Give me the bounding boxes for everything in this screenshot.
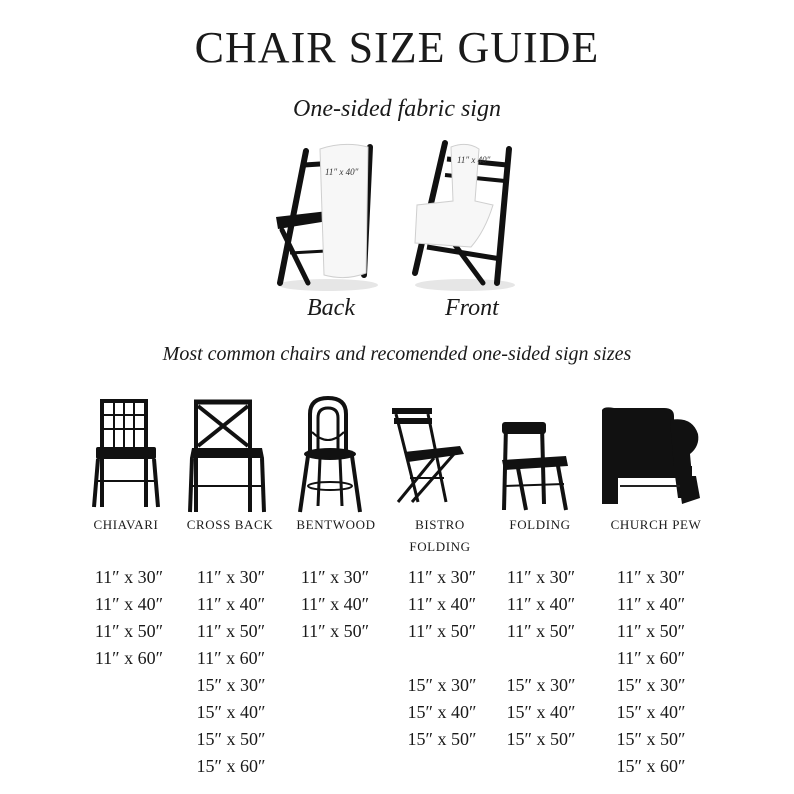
size-item: 11″ x 60″ — [616, 648, 686, 668]
size-item: 11″ x 60″ — [196, 648, 266, 668]
chair-name-church-pew: CHURCH PEW — [610, 517, 702, 532]
size-item: 15″ x 30″ — [506, 675, 576, 695]
hero-chair-back-image — [268, 135, 388, 295]
chair-name-bentwood: BENTWOOD — [296, 517, 376, 532]
size-item: 15″ x 30″ — [616, 675, 686, 695]
bentwood-chair-icon — [296, 396, 364, 514]
size-item: 15″ x 60″ — [196, 756, 266, 776]
sizes-church-pew — [596, 564, 706, 780]
chair-name-chiavari: CHIAVARI — [93, 517, 159, 532]
cross-back-chair-icon — [186, 396, 268, 514]
size-item: 11″ x 40″ — [407, 594, 477, 614]
size-item: 15″ x 30″ — [196, 675, 266, 695]
size-gap — [387, 645, 497, 672]
hero-back-sign-size: 11″ x 40″ — [325, 167, 359, 177]
size-item: 11″ x 30″ — [616, 567, 686, 587]
size-item: 11″ x 60″ — [94, 648, 164, 668]
size-item: 15″ x 30″ — [407, 675, 477, 695]
size-item: 11″ x 30″ — [407, 567, 477, 587]
chair-name-cross-back: CROSS BACK — [186, 517, 274, 532]
chair-name-folding: FOLDING — [509, 517, 571, 532]
subtitle: One-sided fabric sign — [293, 96, 501, 122]
size-item: 15″ x 40″ — [506, 702, 576, 722]
size-item: 11″ x 50″ — [196, 621, 266, 641]
size-item: 11″ x 30″ — [94, 567, 164, 587]
size-item: 11″ x 30″ — [196, 567, 266, 587]
size-item: 11″ x 50″ — [616, 621, 686, 641]
chiavari-chair-icon — [90, 393, 162, 511]
chair-name-line: BISTRO — [415, 517, 465, 532]
bistro-folding-chair-icon — [388, 406, 468, 506]
size-item: 11″ x 40″ — [94, 594, 164, 614]
common-chairs-heading: Most common chairs and recomended one-sided sign sizes — [162, 343, 632, 365]
size-item: 15″ x 40″ — [407, 702, 477, 722]
hero-front-label: Front — [445, 295, 499, 321]
folding-chair-icon — [498, 420, 572, 512]
page-title: CHAIR SIZE GUIDE — [194, 23, 600, 72]
size-gap — [486, 645, 596, 672]
size-item: 15″ x 50″ — [506, 729, 576, 749]
chair-name-line: FOLDING — [409, 539, 471, 554]
hero-chair-front-image — [405, 135, 525, 295]
sizes-cross-back — [176, 564, 286, 780]
sizes-bentwood — [280, 564, 390, 645]
hero-back-label: Back — [307, 295, 355, 321]
size-item: 11″ x 30″ — [506, 567, 576, 587]
size-item: 11″ x 50″ — [300, 621, 370, 641]
size-item: 11″ x 40″ — [196, 594, 266, 614]
size-item: 15″ x 40″ — [196, 702, 266, 722]
size-item: 11″ x 40″ — [506, 594, 576, 614]
size-item: 11″ x 40″ — [300, 594, 370, 614]
size-item: 15″ x 50″ — [407, 729, 477, 749]
sizes-bistro-folding — [387, 564, 497, 753]
size-item: 11″ x 50″ — [407, 621, 477, 641]
church-pew-icon — [600, 406, 704, 510]
size-item: 11″ x 30″ — [300, 567, 370, 587]
hero-front-sign-size: 11″ x 40″ — [457, 155, 491, 165]
size-item: 15″ x 50″ — [616, 729, 686, 749]
size-item: 11″ x 40″ — [616, 594, 686, 614]
sizes-folding — [486, 564, 596, 753]
size-item: 11″ x 50″ — [94, 621, 164, 641]
size-item: 15″ x 40″ — [616, 702, 686, 722]
size-item: 11″ x 50″ — [506, 621, 576, 641]
size-item: 15″ x 60″ — [616, 756, 686, 776]
sizes-chiavari — [74, 564, 184, 672]
size-item: 15″ x 50″ — [196, 729, 266, 749]
